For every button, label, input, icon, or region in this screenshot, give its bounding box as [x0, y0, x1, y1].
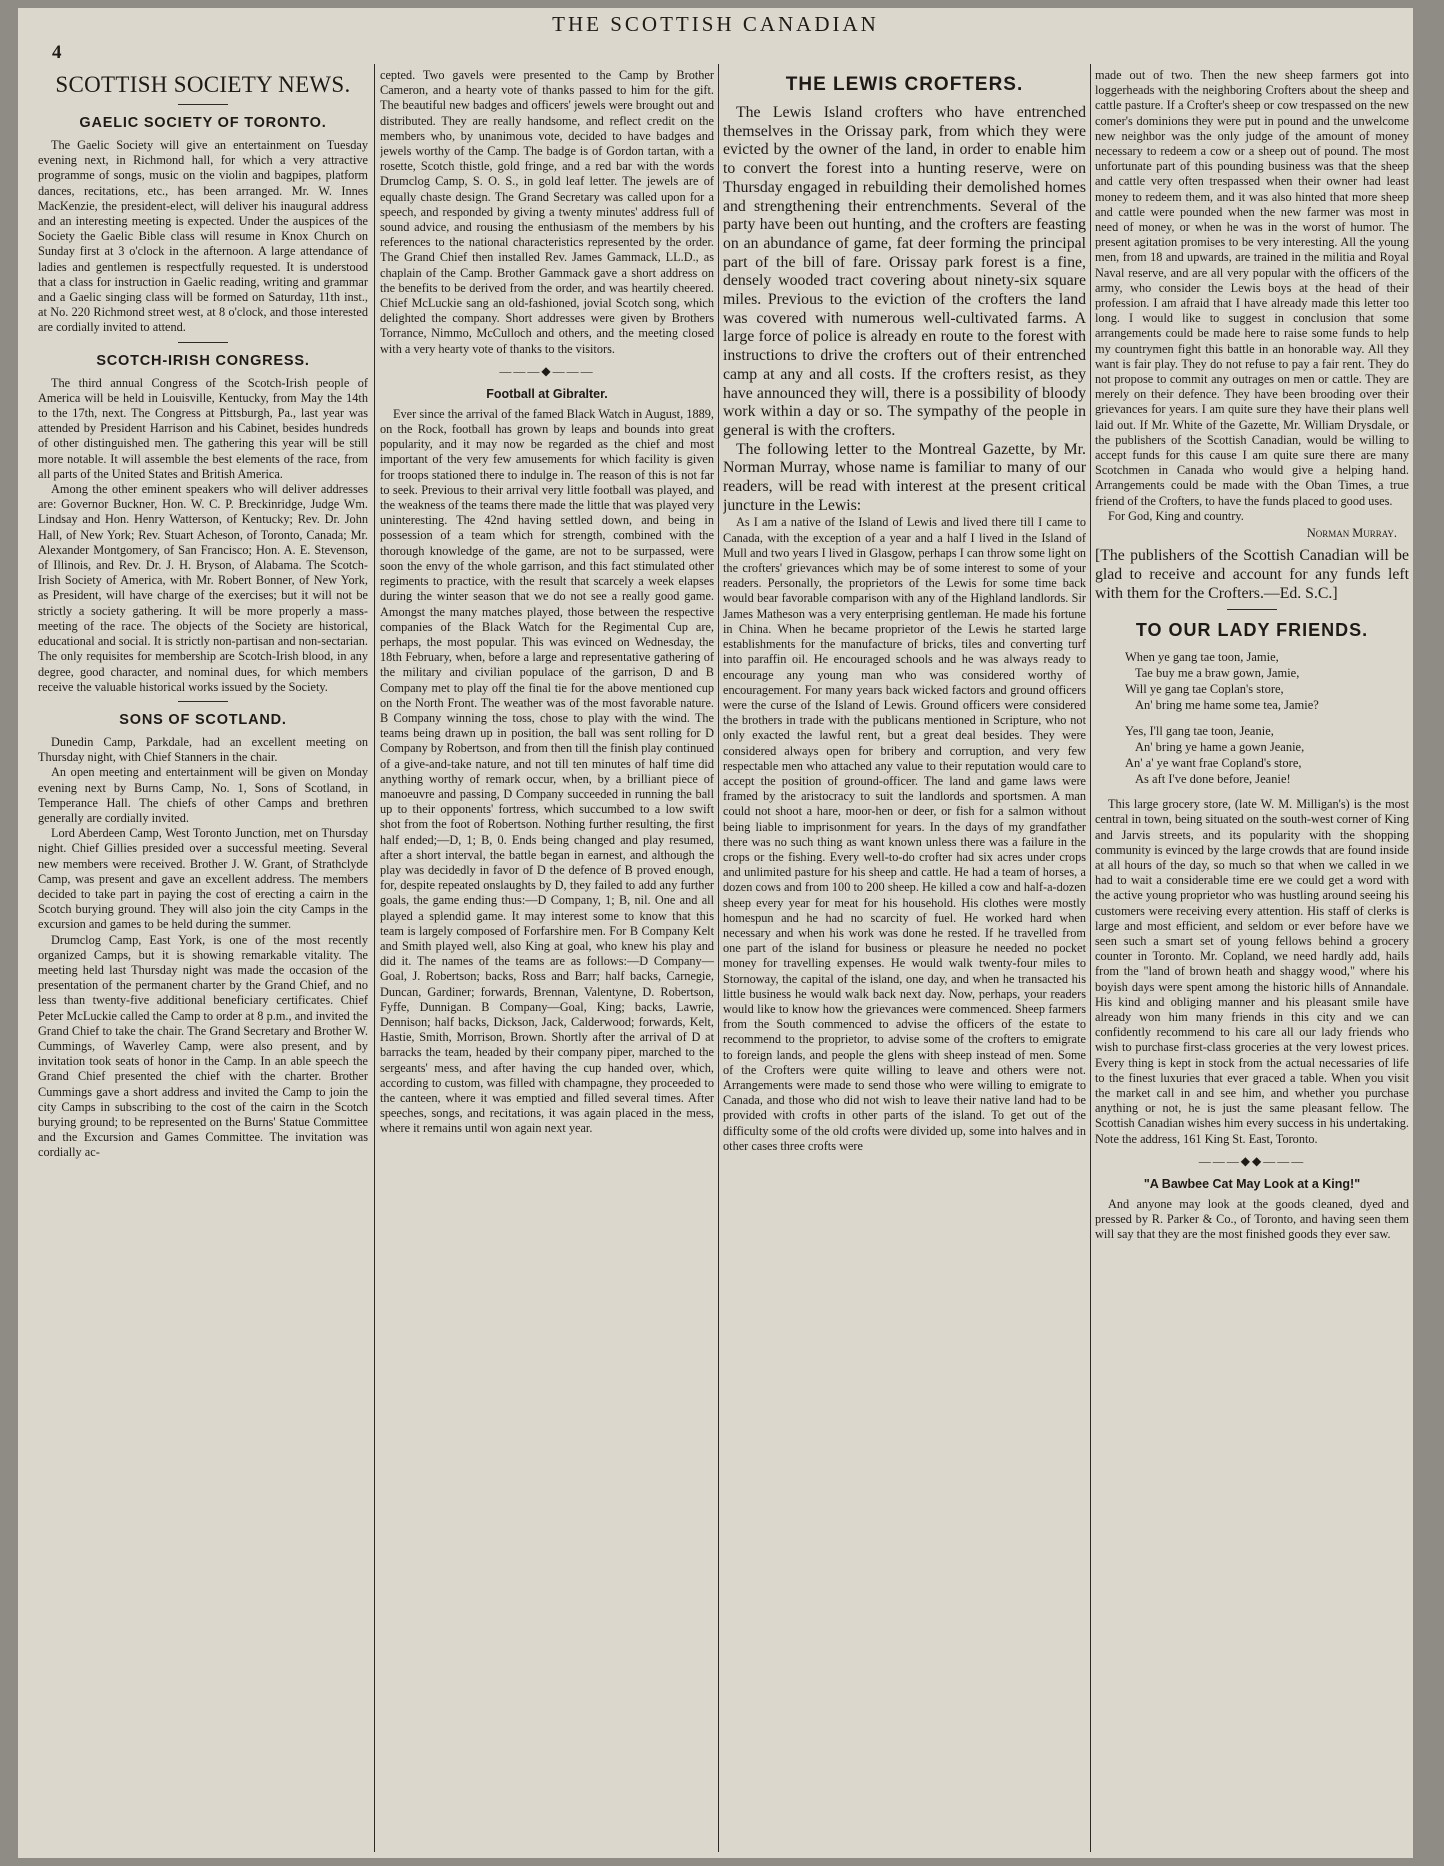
ornament-divider: ———◆◆——— — [1198, 1153, 1306, 1168]
signature: Norman Murray. — [1306, 526, 1397, 541]
article-heading-lewis-crofters: THE LEWIS CROFTERS. — [785, 74, 1024, 95]
column-3 — [723, 68, 1086, 1852]
article-heading-scotch-irish: SCOTCH-IRISH CONGRESS. — [96, 352, 310, 369]
closing-line: For God, King and country. — [1108, 508, 1244, 523]
paragraph: This large grocery store, (late W. M. Milligan's) is the most central in town, being situated on the south-west corner of King and Jarvis streets, and its popularity with the shopping community is evinced by the large crowds that are found inside at all hours of the day, so much so that when we called in we had to wait a considerable time ere we could get a word with the active young proprietor who was hustling around seeing his customers were receiving every attention. His staff of clerks is large and most efficient, and seldom or ever before have we seen such a smart set of young fellows behind a grocery counter in Toronto. Mr. Copland, we need hardly add, hails from the "land of brown heath and shaggy wood," where his boyish days were spent among the historic hills of Annandale. His kind and obliging manner and his pleasant smile have already won him many friends in this city and we can confidently recommend to his care all our lady friends who wish to purchase first-class groceries at the very lowest prices. Every thing is kept in stock from the actual necessaries of life to the finest luxuries that ever graced a table. When you visit the market call in and see him, and whether you purchase anything or not, he is just the same pleasant fellow. The Scottish Canadian wishes him every success in his undertaking. Note the address, 161 King St. East, Toronto. — [1095, 797, 1409, 1146]
newspaper-page — [18, 8, 1413, 1858]
column-rule — [718, 64, 719, 1852]
paragraph: An open meeting and entertainment will be given on Monday evening next by Burns Camp, No. 1, Sons of Scotland, in Temperance Hall. The chiefs of other Camps and brethren generally are cordially invited. — [38, 765, 368, 825]
column-rule — [374, 64, 375, 1852]
verse-line: An' bring ye hame a gown Jeanie, — [1135, 740, 1305, 755]
divider — [178, 342, 228, 343]
verse-line: As aft I've done before, Jeanie! — [1135, 772, 1291, 787]
paragraph: made out of two. Then the new sheep farmers got into loggerheads with the neighboring Crofters about the sheep and cattle pasture. If a Crofter's sheep or cow trespassed on the new comer's dominions they were put in pound and the unwelcome new neighbor was the only judge of the amount of money necessary to redeem a cow or a sheep out of pound. The most unfortunate part of this pounding business was that the sheep and cattle very often trespassed when their owner had least money to redeem them, and it was also hinted that more sheep and cattle were pounded when the new farmer was most in need of money, or when he was in the worst of humor. The present agitation promises to be very interesting. All the young men, from 18 and upwards, are trained in the militia and Royal Naval reserve, and are all very popular with the officers of the army, who consider the Lewis boys at the head of their profession. I am afraid that I have already made this letter too long. I would like to suggest in conclusion that some arrangements could be made here to raise some funds to help my countrymen fight this battle in an honorable way. All they want is fair play. They do not refuse to pay a fair rent. They do not propose to commit any outrages on men or cattle. They are merely on their defence. They have been brooding over their grievances for years. I am quite sure they have their plans well laid out. If Mr. White of the Gazette, Mr. William Drysdale, or the publishers of the Scottish Canadian, would be willing to accept funds for this cause I am quite sure there are many Scotchmen in Canada who would give a helping hand. Arrangements could be made with the Oban Times, a true friend of the Crofters, to have the funds placed to good uses. — [1095, 68, 1409, 508]
verse-line: When ye gang tae toon, Jamie, — [1125, 650, 1279, 665]
column-4 — [1095, 68, 1409, 1852]
verse-stanza — [1125, 649, 1409, 713]
verse-stanza — [1125, 723, 1409, 787]
verse-line: An' a' ye want frae Copland's store, — [1125, 756, 1302, 771]
paragraph: The Gaelic Society will give an entertainment on Tuesday evening next, in Richmond hall, for which a very attractive programme of songs, music on the violin and bagpipes, platform dances, recitations, etc., has been arranged. Mr. W. Innes MacKenzie, the president-elect, will deliver his inaugural address and an interesting meeting is expected. Under the auspices of the Society the Gaelic Bible class will resume in Knox Church on Sunday first at 3 o'clock in the afternoon. A large attendance of ladies and gentlemen is respectfully requested. It is understood that a class for instruction in Gaelic reading, writing and grammar and a Gaelic singing class will be formed on Saturday, 11th inst., at No. 220 Richmond street west, at 8 o'clock, and those interested are cordially invited to attend. — [38, 138, 368, 335]
column-rule — [1090, 64, 1091, 1852]
column-2 — [380, 68, 714, 1852]
article-heading-lady-friends: TO OUR LADY FRIENDS. — [1135, 620, 1369, 641]
divider — [1227, 609, 1277, 610]
paragraph: Drumclog Camp, East York, is one of the most recently organized Camps, but it is showing remarkable vitality. The meeting held last Thursday night was made the occasion of the presentation of the permanent charter by the Grand Chief, and no less than twenty-five additional beneficiary certificates. Chief Peter McLuckie called the Camp to order at 8 p.m., and invited the Grand Chief to take the chair. The Grand Secretary and Brother W. Cummings, of Waverley Camp, were also present, and by invitation took seats of honor in the Camp. In an able speech the Grand Chief presented the chief with the charter. Brother Cummings gave a short address and invited the Camp to join the city Camps in subscribing to the cost of the cairn in the Scotch burying ground; to be represented on the Burns' Statue Committee and the Excursion and Games Committee. The invitation was cordially ac- — [38, 932, 368, 1160]
paragraph: The Lewis Island crofters who have entrenched themselves in the Orissay park, from which they were evicted by the owner of the land, in order to enable him to convert the forest into a hunting reserve, were on Thursday engaged in rebuilding their demolished homes and strengthening their entrenchments. Several of the party have been out hunting, and the crofters are feasting on an abundance of game, fat deer forming the principal part of the bill of fare. Orissay park forest is a fine, densely wooded tract covering about ninety-six square miles. Previous to the eviction of the crofters the land was covered with numerous well-cultivated farms. A large force of police is already en route to the forest with instructions to drive the crofters out of their entrenched camp at any and all costs. If the crofters resist, as they have announced they will, there is a possibility of bloody work within a day or so. The sympathy of the people in general is with the crofters. — [723, 104, 1086, 439]
verse-line: Will ye gang tae Coplan's store, — [1125, 682, 1284, 697]
article-heading-bawbee: "A Bawbee Cat May Look at a King!" — [1143, 1176, 1361, 1191]
editor-note — [1095, 547, 1409, 603]
page-number: 4 — [52, 42, 62, 63]
verse-line: Yes, I'll gang tae toon, Jeanie, — [1125, 724, 1274, 739]
divider — [178, 104, 228, 105]
paragraph: [The publishers of the Scottish Canadian will be glad to receive and account for any funds left with them for the Crofters.—Ed. S.C.] — [1095, 547, 1409, 602]
divider — [178, 701, 228, 702]
paragraph: Lord Aberdeen Camp, West Toronto Junction, met on Thursday night. Chief Gillies presided over a successful meeting. Several new members were received. Brother J. W. Grant, of Strathclyde Camp, was present and gave an excellent address. The members decided to take part in paying the cost of erecting a cairn in the Scotch burying ground. They will also join the city Camps in the excursion and games to be held during the summer. — [38, 826, 368, 932]
paragraph: And anyone may look at the goods cleaned, dyed and pressed by R. Parker & Co., of Toronto, and having seen them will say that they are the most finished goods they ever saw. — [1095, 1196, 1409, 1242]
masthead: THE SCOTTISH CANADIAN — [552, 12, 879, 36]
column-1 — [38, 68, 368, 1852]
paragraph: The third annual Congress of the Scotch-Irish people of America will be held in Louisville, Kentucky, from May the 14th to the 17th, next. The Congress at Pittsburgh, Pa., last year was attended by President Harrison and his Cabinet, besides hundreds of other distinguished men. The gathering this year will be still more notable. It will assemble the best elements of the race, from all parts of the United States and British America. — [38, 375, 368, 481]
article-heading-gaelic: GAELIC SOCIETY OF TORONTO. — [79, 115, 327, 131]
paragraph: Dunedin Camp, Parkdale, had an excellent meeting on Thursday night, with Chief Stanners in the chair. — [38, 734, 368, 765]
paragraph: As I am a native of the Island of Lewis and lived there till I came to Canada, with the exception of a year and a half I lived in the Island of Mull and two years I lived in Glasgow, perhaps I can throw some light on the crofters' grievances which may be of some interest to some of your readers. Personally, the proprietors of the Lewis for some time back would bear favorable comparison with any of the Highland landlords. Sir James Matheson was a very enterprising gentleman. He made his fortune in China. When he became proprietor of the Lewis he started large establishments for the manufacture of bricks, tiles and converting turf into paraffin oil. He encouraged schools and he was always ready to encourage any young man who was considered worthy of encouragement. For many years back wicked factors and ground officers were the curse of the Island of Lewis. Ground officers were considered the brothers in trade with the publicans mentioned in Scripture, who not only exacted the lawful rent, but a great deal besides. They were considered always open for bribery and corruption, and very few respectable men who attached any value to their reputation would care to accept the position of ground-officer. The land and game laws were framed by the aristocracy to suit the landlords and sportsmen. A man could not shoot a hare, moor-hen or deer, or fish for a salmon without being liable to imprisonment for years. In the days of my grandfather there was no such thing as want known unless there was a failure in the crops or the fishing. Every well-to-do crofter had six acres under crops and unlimited pasture for his sheep and cattle. He had a team of horses, a dozen cows and from 100 to 200 sheep. He killed a cow and half-a-dozen sheep every year for meat for his household. His clothes were mostly homespun and he had no scarcity of fuel. He worked hard when necessary and when his work was done he rested. If he travelled from one part of the island for business or pleasure he needed no pocket money for travelling expenses. He would walk twenty-four miles to Stornoway, the capital of the island, one day, and when he transacted his little business he would walk back next day. Now, perhaps, your readers would like to know how the grievances were commenced. Sheep farmers from the South commenced to advise the officers of the estate to recommend to the proprietor, to advise some of the crofters to emigrate to foreign lands, and people the glens with sheep instead of men. Some of the Crofters were quite willing to leave and others were not. Arrangements were made to send those who were willing to emigrate to Canada, and those who did not wish to leave their native land had to be provided with crofts in other parts of the island. To get out of the difficulty some of the old crofts were divided up, some into halves and in other cases three crofts were — [723, 515, 1086, 1153]
paragraph: cepted. Two gavels were presented to the Camp by Brother Cameron, and a hearty vote of thanks passed to him for the gift. The beautiful new badges and officers' jewels were brought out and distributed. They are really handsome, and reflect credit on the members who, by unanimous vote, decided to have badges and jewels worthy of the Camp. The badge is of Gordon tartan, with a rosette, Scotch thistle, gold fringe, and a red bar with the words Drumclog Camp, S. O. S., in gold leaf letter. The jewels are of equally chaste design. The Grand Secretary was called upon for a speech, and responded by giving a twenty minutes' address full of sound advice, and rousing the enthusiasm of the members by his references to the national characteristics represented by the order. The Grand Chief then installed Rev. James Gammack, LL.D., as chaplain of the Camp. Brother Gammack gave a short address on the benefits to be derived from the order, and was heartily cheered. Chief McLuckie sang an old-fashioned, jovial Scotch song, which delighted the company. Short addresses were given by Brothers Torrance, Nimmo, McCulloch and others, and the meeting closed with a very hearty vote of thanks to the visitors. — [380, 68, 714, 356]
ornament-divider: ———◆——— — [499, 363, 595, 378]
article-heading-football: Football at Gibralter. — [486, 386, 608, 401]
paragraph: Ever since the arrival of the famed Black Watch in August, 1889, on the Rock, football has grown by leaps and bounds into great popularity, and it may now be regarded as the chief and most important of the very few amusements for which facility is given for troops stationed there to indulge in. The reason of this is not far to seek. Previous to their arrival very little football was played, and the weakness of the teams there made the little that was played very uninteresting. The 42nd having settled down, and being in possession of a team which for strength, combined with the thorough knowledge of the game, are not to be surpassed, were soon the envy of the whole garrison, and this fact stimulated other regiments to practice, with the result that scarcely a week elapses during the winter season that we do not see a really good game. Amongst the many matches played, those between the respective companies of the Black Watch for the Regimental Cup are, perhaps, the most popular. This was evinced on Wednesday, the 18th February, when, before a large and representative gathering of the military and civilian populace of the garrison, D and B Company met to play off the final tie for the above mentioned cup on the North Front. The weather was of the most favorable nature. B Company winning the toss, chose to play with the wind. The teams being drawn up in position, the ball was sent rolling for D Company by Robertson, and from then till the finish play continued of a give-and-take nature, and not till ten minutes of half time did anything worthy of remark occur, when, by a brilliant piece of manoeuvre and passing, D Company succeeded in running the ball up to their opponents' fortress, which succumbed to a low swift shot from the foot of Robertson. Nothing further resulting, the first half ended;—D, 1; B, 0. Ends being changed and play resumed, after a short interval, the battle began in earnest, and although the play was decidedly in favor of D the defence of B proved enough, for, despite repeated onslaughts by D, they failed to add any further goals, the game ending thus:—D Company, 1; B, nil. One and all played a splendid game. It may interest some to know that this team is largely composed of Forfarshire men. For B Company Kelt and Smith played well, also King at goal, who knew his play and did it. The names of the teams are as follows:—D Company—Goal, J. Robertson; backs, Ross and Barr; half backs, Carnegie, Duncan, Gardiner; forwards, Brennan, Valentyne, D. Robertson, Fyffe, Dunnigan. B Company—Goal, King; backs, Lawrie, Dennison; half backs, Dickson, Jack, Calderwood; forwards, Kelt, Hastie, Smith, Morrison, Brown. Shortly after the arrival of D at barracks the team, headed by their company piper, marched to the sergeants' mess, and after having the cup handed over, which, according to custom, was filled with champagne, they proceeded to the canteen, where it was emptied and filled several times. After speeches, songs, and recitations, it was again placed in the mess, where it remains until won again next year. — [380, 406, 714, 1136]
paragraph: The following letter to the Montreal Gazette, by Mr. Norman Murray, whose name is familiar to many of our readers, will be read with interest at the present critical juncture in the Lewis: — [723, 440, 1086, 514]
verse-line: An' bring me hame some tea, Jamie? — [1135, 698, 1319, 713]
article-heading-sons-of-scotland: SONS OF SCOTLAND. — [119, 711, 287, 728]
section-title: SCOTTISH SOCIETY NEWS. — [55, 72, 351, 97]
verse-line: Tae buy me a braw gown, Jamie, — [1135, 666, 1300, 681]
paragraph: Among the other eminent speakers who will deliver addresses are: Governor Buckner, Hon. W. C. P. Breckinridge, Judge Wm. Lindsay and Hon. Henry Watterson, of Kentucky; Rev. Dr. John Hall, of New York; Rev. Stuart Acheson, of Toronto, Canada; Mr. Alexander Montgomery, of San Francisco; Hon. A. E. Stevenson, of Illinois, and Rev. Dr. J. H. Bryson, of Alabama. The Scotch-Irish Society of America, with Mr. Robert Bonner, of New York, as President, will have charge of the exercises; but it will not be strictly a society gathering. It will be more properly a mass-meeting of the race. The objects of the Society are historical, educational and social. It is strictly non-partisan and non-sectarian. The only requisites for membership are Scotch-Irish blood, in any degree, good character, and nominal dues, for which members receive the valuable historical works issued by the Society. — [38, 482, 368, 694]
